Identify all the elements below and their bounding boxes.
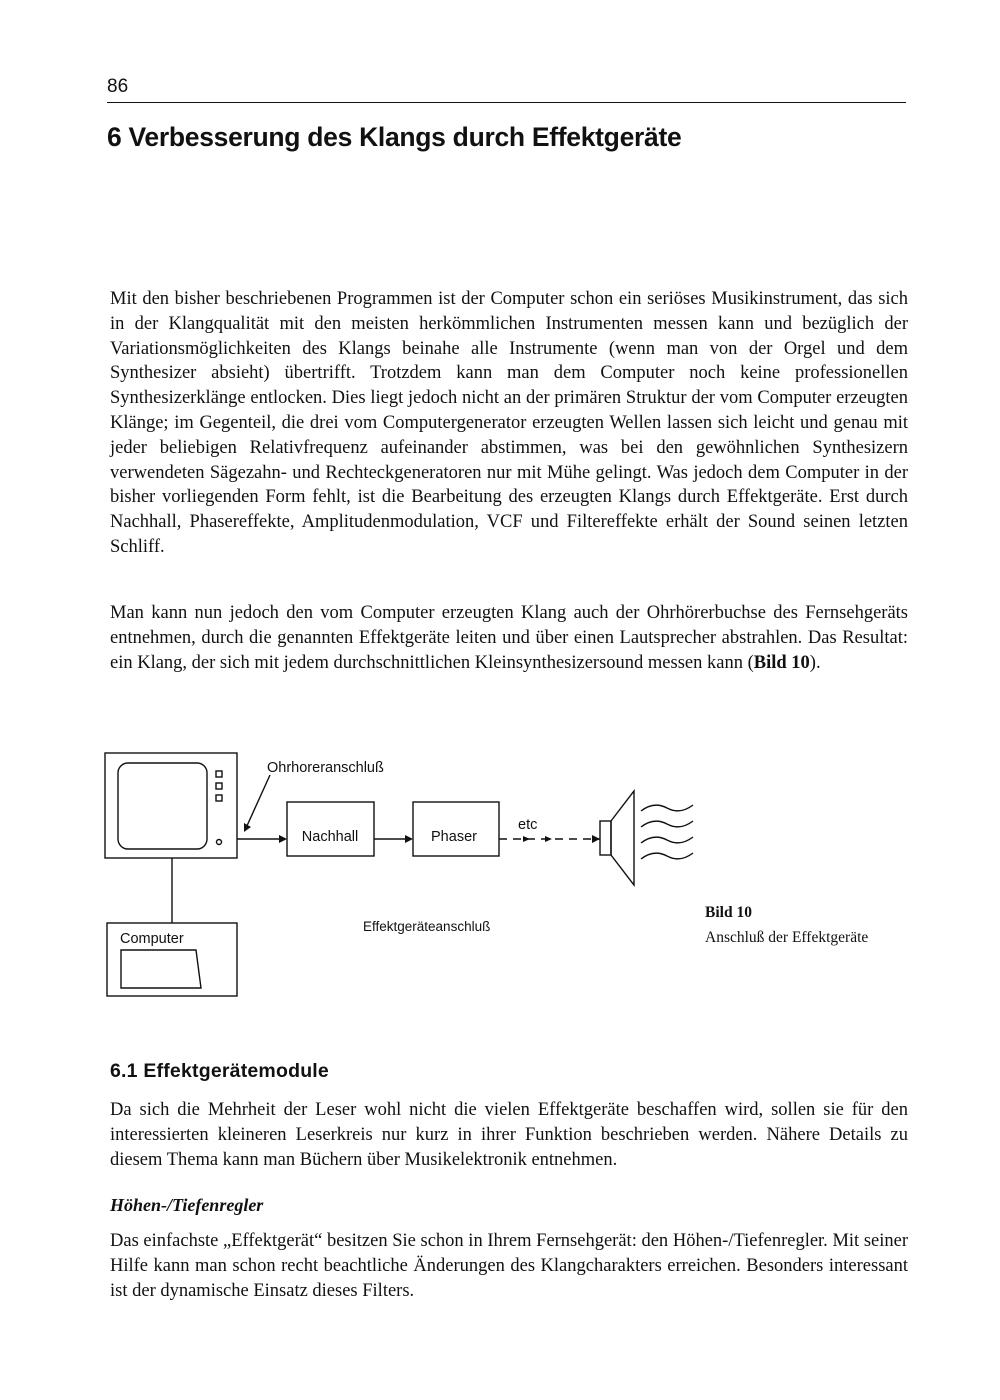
tv-knob-1 (216, 771, 222, 777)
tone-control-paragraph: Das einfachste „Effektgerät“ besitzen Sie schon in Ihrem Fernsehgerät: den Höhen-/Tiefenregler. Mit seiner Hilfe kann man schon recht beachtliche Änderungen des Klangcharakters erreichen. Besonders interessant ist der dynamische Einsatz dieses Filters. (110, 1231, 908, 1301)
sound-wave-2 (641, 821, 693, 827)
dash-arrowhead-2 (545, 836, 552, 842)
phaser-label: Phaser (431, 829, 477, 845)
header-rule (107, 102, 906, 103)
headphone-jack (217, 840, 222, 845)
figure-caption-text: Anschluß der Effektgeräte (705, 929, 869, 946)
phaser-arrowhead (405, 835, 413, 843)
nachhall-arrowhead (279, 835, 287, 843)
computer-keyboard (121, 950, 201, 988)
figure-caption (705, 900, 868, 950)
etc-label: etc (518, 817, 538, 833)
nachhall-label: Nachhall (301, 829, 359, 845)
paragraph-connection-text: Man kann nun jedoch den vom Computer erzeugten Klang auch der Ohrhörerbuchse des Fernsehgeräts entnehmen, durch die genannten Effektgeräte leiten und über einen Lautsprecher abstrahlen. Das Resultat: ein Klang, der sich mit jedem durchschnittlichen Kleinsynthesizersound messen kann ( (110, 603, 908, 673)
speaker-arrowhead (592, 835, 600, 843)
headphone-jack-label: Ohrhoreranschluß (267, 760, 384, 776)
chapter-title: 6 Verbesserung des Klangs durch Effektgeräte (107, 122, 682, 152)
paragraph-connection-end: ). (809, 652, 821, 673)
page-number: 86 (107, 76, 129, 97)
computer-label: Computer (120, 931, 184, 947)
speaker-magnet (600, 821, 611, 855)
section-paragraph: Da sich die Mehrheit der Leser wohl nicht die vielen Effektgeräte beschaffen wird, sollen sie für den interessierten kleineren Leserkreis nur kurz in ihrer Funktion beschrieben werden. Nähere Details zu diesem Thema kann man Büchern über Musikelektronik entnehmen. (110, 1100, 908, 1170)
sound-wave-4 (641, 853, 693, 859)
subheading-tone-control: Höhen-/Tiefenregler (110, 1195, 264, 1215)
figure-caption-number: Bild 10 (705, 904, 752, 921)
speaker-cone (611, 791, 634, 885)
sound-wave-1 (641, 805, 693, 811)
section-title: 6.1 Effektgerätemodule (110, 1060, 329, 1082)
sound-wave-3 (641, 837, 693, 843)
effects-connection-label: Effektgeräteanschluß (363, 919, 491, 934)
figure-reference: Bild 10 (753, 652, 810, 673)
tv-knob-2 (216, 783, 222, 789)
effects-connection-diagram (100, 745, 720, 1005)
dash-arrowhead-1 (523, 836, 530, 842)
paragraph-connection (110, 601, 908, 675)
tv-knob-3 (216, 795, 222, 801)
jack-pointer-line (246, 775, 270, 828)
tv-screen (118, 763, 207, 849)
paragraph-intro: Mit den bisher beschriebenen Programmen ist der Computer schon ein seriöses Musikinstrument, das sich in der Klangqualität mit den meisten herkömmlichen Instrumenten messen kann und bezüglich der Variationsmöglichkeiten des Klangs beinahe alle Instrumente (wenn man von der Orgel und dem Synthesizer absieht) übertrifft. Trotzdem kann man dem Computer noch keine professionellen Synthesizerklänge entlocken. Dies liegt jedoch nicht an der primären Struktur der vom Computer erzeugten Klänge; im Gegenteil, die drei vom Computergenerator erzeugten Wellen lassen sich leicht und genau mit jeder beliebigen Relativfrequenz aufeinander abstimmen, was bei den gewöhnlichen Synthesizern verwendeten Sägezahn- und Rechteckgeneratoren nur mit Mühe gelingt. Was jedoch dem Computer in der bisher vorliegenden Form fehlt, ist die Bearbeitung des erzeugten Klangs durch Effektgeräte. Erst durch Nachhall, Phasereffekte, Amplitudenmodulation, VCF und Filtereffekte erhält der Sound seinen letzten Schliff. (110, 289, 908, 557)
